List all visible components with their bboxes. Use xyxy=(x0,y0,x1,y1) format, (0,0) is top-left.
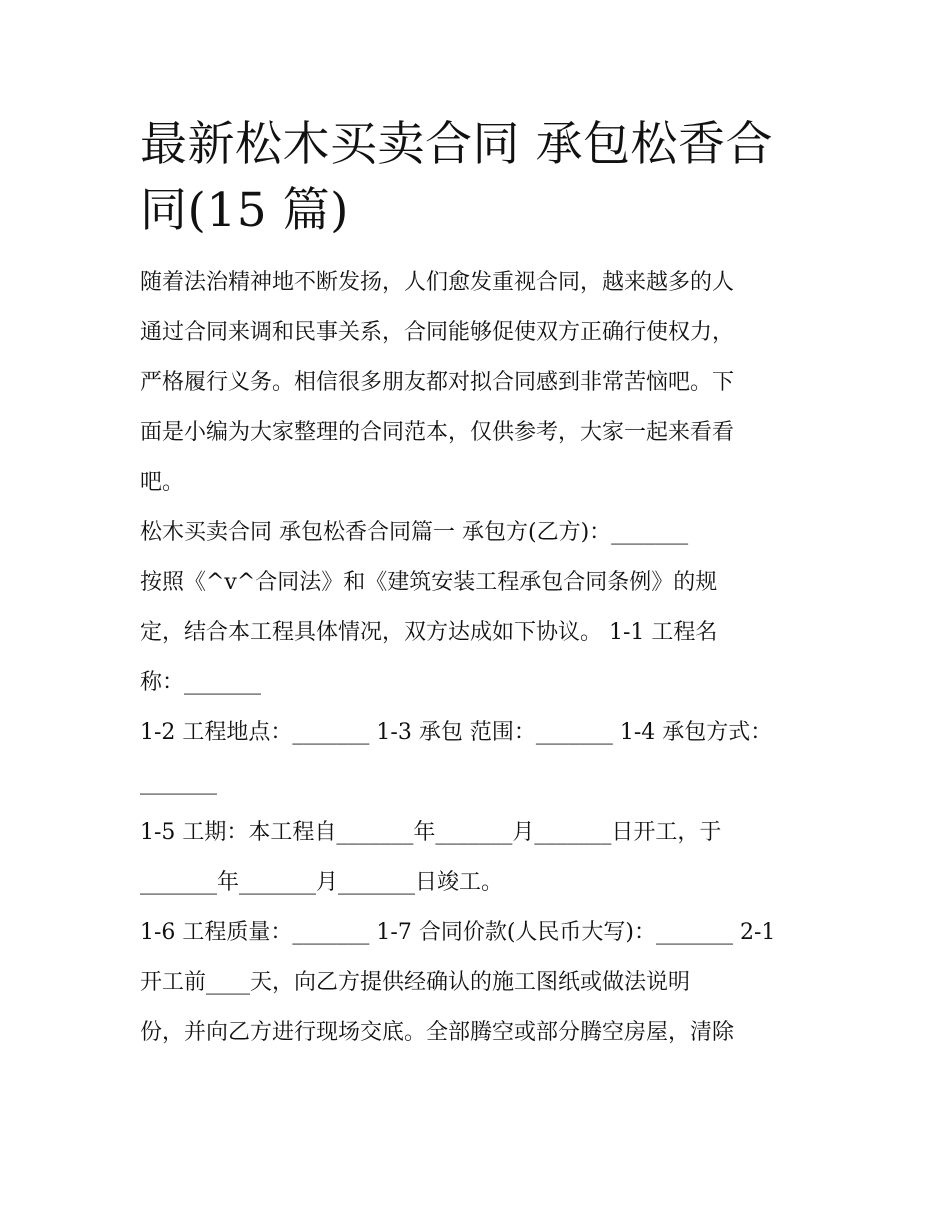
contract-body xyxy=(140,508,820,1058)
intro-line-4: 面是小编为大家整理的合同范本，仅供参考，大家一起来看看 xyxy=(140,420,735,445)
intro-line-3: 严格履行义务。相信很多朋友都对拟合同感到非常苦恼吧。下 xyxy=(140,370,735,395)
body-line-7: 1-5 工期：本工程自_______年_______月_______日开工，于 xyxy=(140,820,722,845)
document-page xyxy=(140,112,820,1058)
body-line-4: 称：_______ xyxy=(140,670,262,695)
intro-paragraph xyxy=(140,258,820,508)
body-line-1: 松木买卖合同 承包松香合同篇一 承包方(乙方)：_______ xyxy=(140,520,689,545)
body-line-2: 按照《^v^合同法》和《建筑安装工程承包合同条例》的规 xyxy=(140,570,718,595)
body-line-3: 定，结合本工程具体情况，双方达成如下协议。 1-1 工程名 xyxy=(140,620,718,645)
intro-line-2: 通过合同来调和民事关系，合同能够促使双方正确行使权力， xyxy=(140,320,735,345)
title-line-2: 同(15 篇) xyxy=(140,183,349,238)
title-line-1: 最新松木买卖合同 承包松香合 xyxy=(140,117,773,172)
document-title xyxy=(140,112,820,244)
intro-line-5: 吧。 xyxy=(140,470,185,495)
body-line-11: 份，并向乙方进行现场交底。全部腾空或部分腾空房屋，清除 xyxy=(140,1020,735,1045)
body-line-5: 1-2 工程地点：_______ 1-3 承包 范围：_______ 1-4 承包方式： xyxy=(140,720,773,745)
body-line-9: 1-6 工程质量：_______ 1-7 合同价款(人民币大写)：_______ 2-1 xyxy=(140,920,776,945)
intro-line-1: 随着法治精神地不断发扬，人们愈发重视合同，越来越多的人 xyxy=(140,270,735,295)
body-line-10: 开工前____天，向乙方提供经确认的施工图纸或做法说明 xyxy=(140,970,691,995)
body-line-8: _______年_______月_______日竣工。 xyxy=(140,870,504,895)
body-line-6: _______ xyxy=(140,770,217,795)
